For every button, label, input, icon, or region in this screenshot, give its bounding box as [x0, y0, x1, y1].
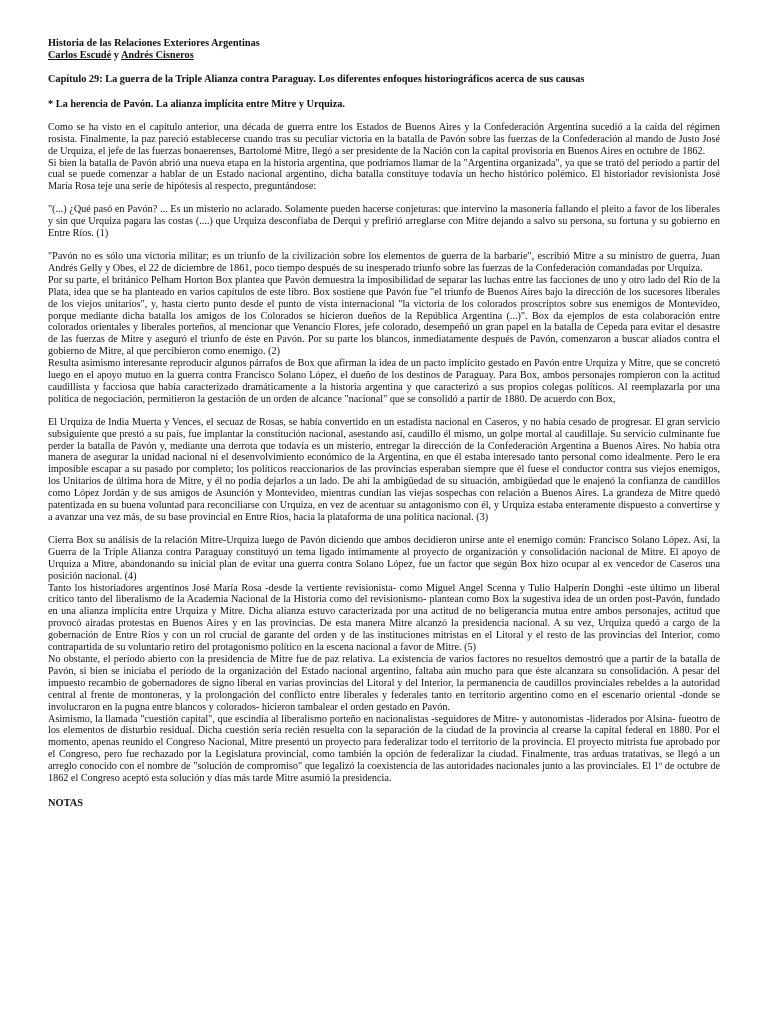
section-title: * La herencia de Pavón. La alianza implícita entre Mitre y Urquiza. [48, 98, 345, 110]
book-title: Historia de las Relaciones Exteriores Argentinas [48, 38, 260, 49]
paragraph-rosa-quote: "(...) ¿Qué pasó en Pavón? ... Es un misterio no aclarado. Solamente pueden hacerse conjeturas: que intervino la masonería fallando el pleito a favor de los liberales y sin que Urquiza pagara las costas (....) que Urquiza desconfiaba de Derqui y prefirió arreglarse con Mitre dejando a salvo su persona, su fortuna y su gobierno en Entre Ríos. (1) [48, 204, 720, 240]
author-cisneros: Andrés Cisneros [120, 50, 194, 62]
paragraph-box-analysis: Por su parte, el británico Pelham Horton Box plantea que Pavón demuestra la imposibilidad de separar las luchas entre las facciones de uno y otro lado del Río de la Plata, idea que se ha planteado en varios capítulos de este libro. Box sostiene que Pavón fue "el triunfo de Buenos Aires bajo la dirección de los sucesores liberales de los viejos unitarios", y, hasta cierto punto desde el punto de vista internacional "la victoria de los colorados proscriptos sobre sus enemigos de Montevideo, porque mediante dicha batalla los amigos de los Colorados se hicieron dueños de la República Argentina (...)". Box da ejemplos de esta colaboración entre colorados orientales y liberales porteños, al mencionar que Venancio Flores, jefe colorado, desempeñó un gran papel en la batalla de Cepeda para evitar el desastre de las fuerzas de Mitre y aseguró el triunfo de éste en Pavón. Por su parte los blancos, inmediatamente después de Pavón, comenzaron a buscar aliados contra el gobierno de Mitre, al que percibieron como enemigo. (2) [48, 274, 720, 358]
paragraph-box-cierre: Cierra Box su análisis de la relación Mitre-Urquiza luego de Pavón diciendo que ambos decidieron unirse ante el enemigo común: Francisco Solano López. Así, la Guerra de la Triple Alianza contra Paraguay constituyó un tema ligado íntimamente al proyecto de organización y consolidación nacional de Mitre. El apoyo de Urquiza a Mitre, abandonando su inicial plan de evitar una guerra contra Solano López, fue un factor que según Box hizo ocupar al ex vencedor de Caseros una posición nacional. (4) [48, 534, 720, 582]
document-page [48, 38, 720, 810]
paragraph-paz-relativa: No obstante, el período abierto con la presidencia de Mitre fue de paz relativa. La existencia de varios factores no resueltos demostró que a partir de la batalla de Pavón, si bien se iniciaba el período de la organización del Estado nacional argentino, faltaba aún mucho para que éste alcanzara su consolidación. A pesar del impuesto recambio de gobernadores de signo liberal en varias provincias del Litoral y del Interior, la permanencia de caudillos provinciales rebeldes a la autoridad central al frente de montoneras, y la prolongación del conflicto entre liberales y federales tanto en territorio argentino como en el escenario oriental -donde se involucraron en la pugna entre blancos y colorados- hicieron tambalear el orden gestado en Pavón. [48, 653, 720, 713]
paragraph-intro: Como se ha visto en el capítulo anterior, una década de guerra entre los Estados de Buenos Aires y la Confederación Argentina sucedió a la caída del régimen rosista. Finalmente, la paz pareció establecerse cuando tras su peculiar victoria en la batalla de Pavón sobre las fuerzas de la Confederación al mando de Justo José de Urquiza, el jefe de las fuerzas bonaerenses, Bartolomé Mitre, llegó a ser presidente de la Nación con la capital provisoria en Buenos Aires en octubre de 1862. [48, 121, 720, 157]
paragraph-pavon-etapa: Si bien la batalla de Pavón abrió una nueva etapa en la historia argentina, que podríamos llamar de la "Argentina organizada", ya que se trató del período a partir del cual se puede comenzar a hablar de un Estado nacional argentino, dicha batalla constituye todavía un hecho histórico polémico. El historiador revisionista José María Rosa teje una serie de hipótesis al respecto, preguntándose: [48, 157, 720, 193]
author-escude: Carlos Escudé [48, 50, 112, 62]
paragraph-mitre-quote: "Pavón no es sólo una victoria militar; es un triunfo de la civilización sobre los elementos de guerra de la barbarie", escribió Mitre a su ministro de guerra, Juan Andrés Gelly y Obes, el 22 de diciembre de 1861, poco tiempo después de su inesperado triunfo sobre las fuerzas de la Confederación comandadas por Urquiza. [48, 250, 720, 274]
chapter-title: Capítulo 29: La guerra de la Triple Alianza contra Paraguay. Los diferentes enfoques historiográficos acerca de sus causas [48, 74, 585, 86]
paragraph-box-pacto: Resulta asimismo interesante reproducir algunos párrafos de Box que afirman la idea de un pacto implícito gestado en Pavón entre Urquiza y Mitre, que se concretó luego en el apoyo mutuo en la guerra contra Francisco Solano López, el dueño de los destinos de Paraguay. Para Box, ambos personajes rompieron con la actitud caudillista y facciosa que había caracterizado dramáticamente a la historia argentina y que caracterizó a sus propios colegas políticos. Al reemplazarla por una política de negociación, permitieron la gestación de un orden de alcance "nacional" que se consolidó a partir de 1880. De acuerdo con Box, [48, 358, 720, 405]
notes-heading: NOTAS [48, 797, 84, 809]
book-authors [48, 50, 720, 62]
paragraph-cuestion-capital: Asimismo, la llamada "cuestión capital", que escindía al liberalismo porteño en nacionalistas -seguidores de Mitre- y autonomistas -liderados por Alsina- fueotro de los elementos de disturbio residual. Dicha cuestión sería recién resuelta con la separación de la ciudad de la provincia al crearse la capital federal en 1880. Por el momento, apenas reunido el Congreso Nacional, Mitre presentó un proyecto para federalizar todo el territorio de la provincia. El proyecto mitrista fue aprobado por el Congreso, pero fue rechazado por la Legislatura provincial, como también la opción de federalizar la ciudad. Finalmente, tras arduas tratativas, se llegó a un arreglo conocido con el nombre de "solución de compromiso" que legalizó la coexistencia de las autoridades nacionales junto a las provinciales. El 1º de octubre de 1862 el Congreso aceptó esta solución y días más tarde Mitre asumió la presidencia. [48, 713, 720, 785]
paragraph-box-quote: El Urquiza de India Muerta y Vences, el secuaz de Rosas, se había convertido en un estadista nacional en Caseros, y no había cesado de progresar. El gran servicio subsiguiente que prestó a su país, fue implantar la constitución nacional, asestando así, caudillo él mismo, un golpe mortal al caudillaje. Su servicio culminante fue perder la batalla de Pavón y, mediante una derrota que todavía es un misterio, entregar la dirección de la Confederación Argentina a Buenos Aires. No había otra manera de asegurar la unidad nacional ni el desenvolvimiento económico de la Argentina, en que él estaba interesado tanto personal como idealmente. Pero le era imposible escapar a su pasado por completo; los políticos reaccionarios de las provincias esperaban siempre que él fuese el conductor contra sus viejos enemigos, los Unitarios de última hora de Mitre, y él no podía dejarlos a un lado. De ahí la ambigüedad de su situación, ambigüedad que le enajenó la confianza de caudillos como López Jordán y de sus amigos de Asunción y Montevideo, mientras cundían las viejas sospechas con relación a Buenos Aires. La grandeza de Mitre quedó patentizada en su buena voluntad para reconciliarse con Urquiza, en vez de acentuar su antagonismo con él, y Urquiza estaba enteramente dispuesto a convertirse y a avanzar una vez más, de su base provincial en Entre Ríos, hacia la plataforma de una política nacional. (3) [48, 416, 720, 523]
authors-conjunction: y [111, 50, 121, 62]
paragraph-historiadores: Tanto los historiadores argentinos José María Rosa -desde la vertiente revisionista- como Miguel Angel Scenna y Tulio Halperín Donghi -este último un liberal crítico tanto del liberalismo de la Academia Nacional de la Historia como del revisionismo- plantean como Box la sugestiva idea de un orden post-Pavón, fundado en una alianza implícita entre Urquiza y Mitre. Dicha alianza estuvo caracterizada por una actitud de no beligerancia mutua entre ambos personajes, actitud que provocó airadas protestas en Buenos Aires y en las provincias. De esta manera Mitre alcanzó la presidencia nacional. A su vez, Urquiza quedó a cargo de la gobernación de Entre Ríos y con un rol crucial de garante del orden y de las instituciones mitristas en el Litoral y el resto de las provincias del Interior, como contrapartida de su voluntario retiro del protagonismo político en la escena nacional a favor de Mitre. (5) [48, 582, 720, 654]
